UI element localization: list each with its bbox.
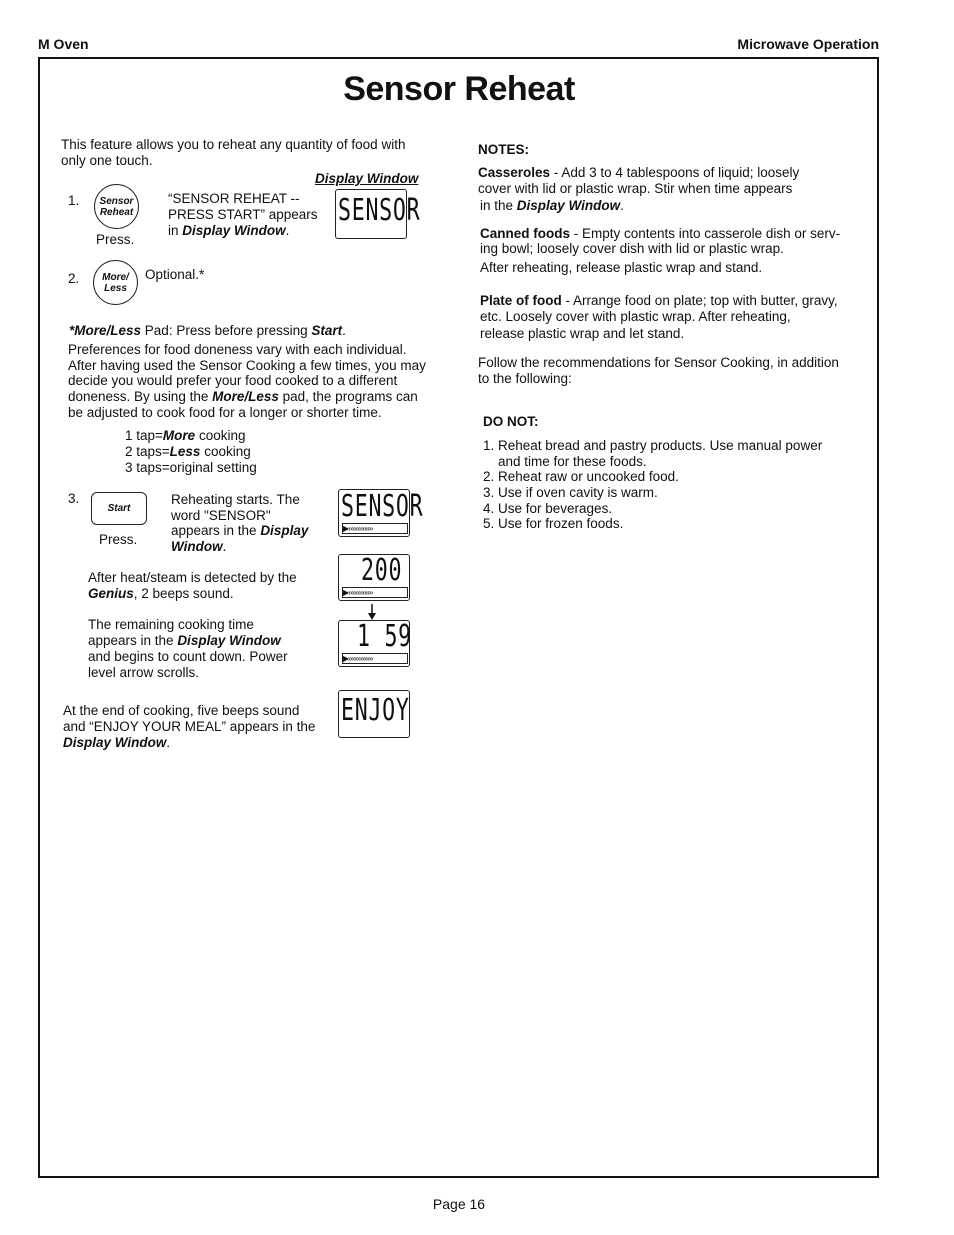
preferences-line4 (68, 389, 418, 405)
step3-text-c-em: Display (260, 523, 309, 538)
header-right: Microwave Operation (737, 36, 879, 52)
more-less-button-line1: More/ (102, 271, 129, 283)
preferences-line4b: pad, the programs can (278, 389, 418, 404)
lcd-200-text: 200 (361, 553, 403, 588)
end-cooking-line3 (63, 735, 170, 751)
tap-1a: 1 tap= (125, 428, 163, 443)
heat-detected-line1: After heat/steam is detected by the (88, 570, 297, 585)
canned-line1 (480, 226, 840, 242)
tap-1 (125, 428, 245, 444)
lcd-sensor-reheat-text: SENSOR (338, 193, 421, 228)
casseroles-line2: cover with lid or plastic wrap. Stir when time appears (478, 181, 793, 196)
plate-line2: etc. Loosely cover with plastic wrap. After reheating, (480, 309, 791, 324)
end-cooking-line1: At the end of cooking, five beeps sound (63, 703, 300, 718)
heat-detected-line2 (88, 586, 234, 602)
power-arrows-1: ▶»»»»»»» (342, 523, 408, 534)
end-cooking-line3-em: Display Window (63, 735, 167, 750)
casseroles-line1 (478, 165, 799, 181)
step3-text-c (171, 523, 308, 539)
plate-line1 (480, 293, 838, 309)
step3-text-b: word "SENSOR" (171, 508, 271, 523)
end-cooking-line2: and “ENJOY YOUR MEAL” appears in the (63, 719, 316, 734)
follow-line2: to the following: (478, 371, 572, 386)
more-less-note-mid: Pad: Press before pressing (141, 323, 312, 338)
more-less-note (69, 323, 346, 339)
step1-text-c-plain: in (168, 223, 183, 238)
casseroles-l1: - Add 3 to 4 tablespoons of liquid; loosely (550, 165, 800, 180)
step1-text-c-em: Display Window (182, 223, 286, 238)
preferences-line2: After having used the Sensor Cooking a few times, you may (68, 358, 426, 373)
sensor-reheat-button-line1: Sensor (99, 195, 134, 207)
do-not-item-1: 1. Reheat bread and pastry products. Use manual power (483, 438, 823, 453)
tap-2 (125, 444, 251, 460)
intro-text: This feature allows you to reheat any quantity of food with only one touch. (61, 137, 406, 168)
remaining-line2 (88, 633, 281, 649)
preferences-line4a: doneness. By using the (68, 389, 213, 404)
canned-line3: After reheating, release plastic wrap and stand. (480, 260, 763, 275)
lcd-enjoy (338, 690, 410, 738)
plate-l1: - Arrange food on plate; top with butter, gravy, (561, 293, 838, 308)
display-window-label: Display Window (315, 171, 419, 186)
preferences-line1: Preferences for food doneness vary with each individual. (68, 342, 407, 357)
step1-text-b: PRESS START” appears (168, 207, 318, 222)
lcd-159-text: 1 59 (357, 619, 412, 654)
more-less-note-em1: More/Less (74, 323, 142, 338)
heat-detected-line2-em: Genius (88, 586, 134, 601)
step3-text-d-em: Window (171, 539, 223, 554)
end-cooking-line3-end: . (166, 735, 171, 750)
more-less-note-end: . (342, 323, 346, 338)
do-not-item-2: 2. Reheat raw or uncooked food. (483, 469, 679, 484)
power-arrows-3: ▶»»»»»»» (342, 653, 408, 664)
step3-text-d (171, 539, 226, 555)
step1-text-c (168, 223, 289, 239)
do-not-item-3: 3. Use if oven cavity is warm. (483, 485, 658, 500)
lcd-159 (338, 620, 410, 667)
more-less-button[interactable] (93, 260, 138, 305)
remaining-line4: level arrow scrolls. (88, 665, 200, 680)
lcd-enjoy-text: ENJOY (341, 693, 410, 728)
plate-line3: release plastic wrap and let stand. (480, 326, 685, 341)
step3-text-d-end: . (222, 539, 227, 554)
sensor-reheat-button[interactable] (94, 184, 139, 229)
power-arrows-2: ▶»»»»»»» (342, 587, 408, 598)
header-left: M Oven (38, 36, 89, 52)
tap-2b: cooking (200, 444, 251, 459)
canned-line2: ing bowl; loosely cover dish with lid or plastic wrap. (480, 241, 784, 256)
step3-text-a: Reheating starts. The (171, 492, 300, 507)
step3-text-c-plain: appears in the (171, 523, 261, 538)
do-not-item-5: 5. Use for frozen foods. (483, 516, 624, 531)
step1-press: Press. (96, 232, 135, 247)
lcd-200 (338, 554, 410, 601)
step1-number: 1. (68, 193, 80, 208)
preferences-line5: be adjusted to cook food for a longer or shorter time. (68, 405, 382, 420)
do-not-item-1-cont: and time for these foods. (498, 454, 647, 469)
lcd-sensor-reheat (335, 189, 421, 239)
step2-text: Optional.* (145, 267, 205, 282)
lcd-sensor-start (338, 489, 424, 537)
step3-number: 3. (68, 491, 80, 506)
canned-l1: - Empty contents into casserole dish or serv- (570, 226, 841, 241)
more-less-note-em2: Start (311, 323, 343, 338)
do-not-heading: DO NOT: (483, 414, 539, 429)
page-title: Sensor Reheat (343, 70, 575, 108)
follow-line1: Follow the recommendations for Sensor Cooking, in addition (478, 355, 839, 370)
casseroles-l3em: Display Window (516, 198, 621, 213)
more-less-button-line2: Less (104, 282, 127, 294)
step3-press: Press. (99, 532, 138, 547)
remaining-line2em: Display Window (177, 633, 281, 648)
step2-number: 2. (68, 271, 80, 286)
tap-1em: More (162, 428, 196, 443)
canned-label: Canned foods (480, 226, 570, 241)
preferences-line4em: More/Less (212, 389, 279, 404)
plate-label: Plate of food (480, 293, 562, 308)
start-button[interactable]: Start (91, 492, 147, 525)
do-not-item-4: 4. Use for beverages. (483, 501, 613, 516)
notes-heading: NOTES: (478, 142, 530, 157)
tap-1b: cooking (195, 428, 246, 443)
tap-3: 3 taps=original setting (125, 460, 257, 475)
preferences-line3: decide you would prefer your food cooked to a different (68, 373, 398, 388)
tap-2em: Less (169, 444, 201, 459)
sensor-reheat-button-line2: Reheat (99, 206, 134, 218)
page-number: Page 16 (432, 1196, 486, 1212)
remaining-line3: and begins to count down. Power (88, 649, 288, 664)
casseroles-line3 (480, 198, 624, 214)
lcd-sensor-start-text: SENSOR (341, 489, 424, 524)
heat-detected-line2-plain: , 2 beeps sound. (133, 586, 234, 601)
casseroles-label: Casseroles (478, 165, 551, 180)
remaining-line2a: appears in the (88, 633, 178, 648)
casseroles-l3a: in the (480, 198, 517, 213)
more-less-note-star: * (69, 323, 75, 338)
step1-text-c-end: . (285, 223, 290, 238)
casseroles-l3end: . (620, 198, 624, 213)
tap-2a: 2 taps= (125, 444, 170, 459)
step1-text-a: “SENSOR REHEAT -- (168, 191, 300, 206)
remaining-line1: The remaining cooking time (88, 617, 254, 632)
